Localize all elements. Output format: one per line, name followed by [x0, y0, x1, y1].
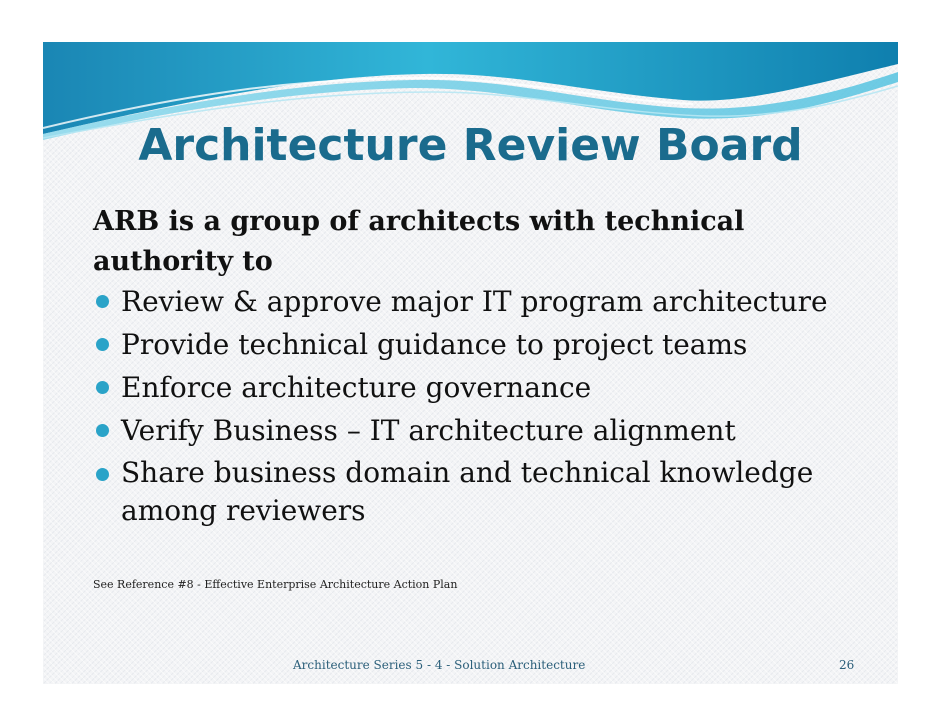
bullet-dot-icon	[96, 338, 109, 351]
bullet-item	[93, 409, 863, 452]
bullet-dot-icon	[96, 381, 109, 394]
bullet-dot-icon	[96, 468, 109, 481]
bullet-dot-icon	[96, 424, 109, 437]
page-number: 26	[839, 658, 855, 672]
bullet-text: Verify Business – IT architecture alignment	[121, 414, 736, 447]
bullet-list	[93, 280, 863, 530]
slide-title: Architecture Review Board	[138, 120, 803, 171]
slide	[43, 42, 898, 684]
intro-text: ARB is a group of architects with technical authority to	[93, 206, 745, 277]
bullet-text: Enforce architecture governance	[121, 371, 592, 404]
bullet-text: Share business domain and technical knowledge among reviewers	[121, 456, 814, 527]
bullet-dot-icon	[96, 295, 109, 308]
bullet-item	[93, 323, 863, 366]
slide-footer	[43, 658, 898, 676]
bullet-text: Provide technical guidance to project teams	[121, 328, 748, 361]
footer-title: Architecture Series 5 - 4 - Solution Architecture	[293, 658, 586, 672]
bullet-item	[93, 366, 863, 409]
bullet-item	[93, 280, 863, 323]
bullet-text: Review & approve major IT program architecture	[121, 285, 828, 318]
bullet-item	[93, 452, 863, 530]
reference-note: See Reference #8 - Effective Enterprise Architecture Action Plan	[93, 578, 458, 591]
